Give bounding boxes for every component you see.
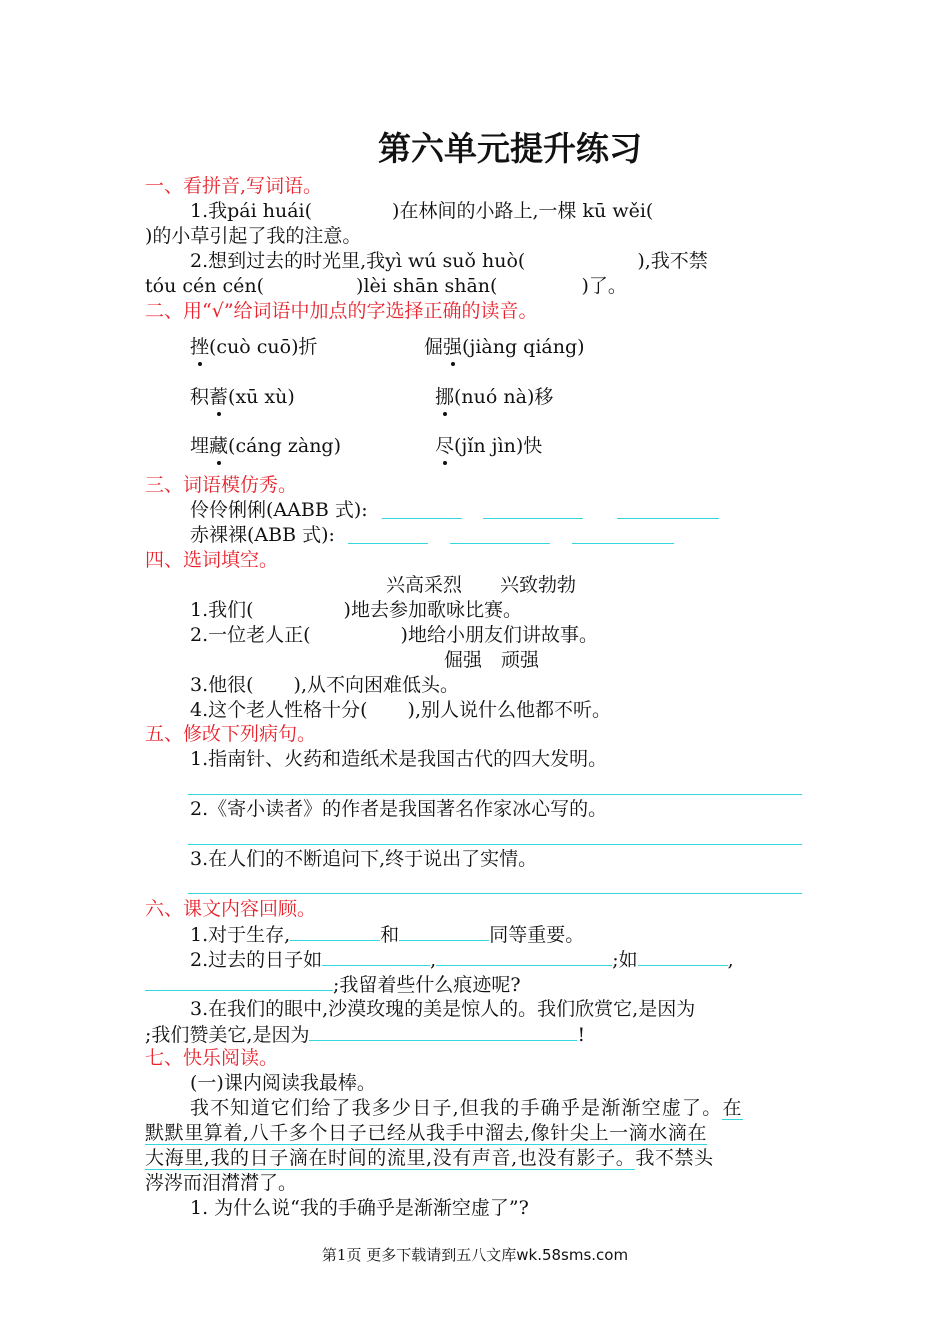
answer-line [348, 543, 428, 544]
section-5-heading: 五、修改下列病句。 [145, 723, 317, 745]
s1-line-2: )的小草引起了我的注意。 [145, 225, 362, 247]
pinyin-item: 积蓄(xū xù) [190, 386, 295, 408]
answer-line [572, 543, 674, 544]
s4-q4: 4.这个老人性格十分( ),别人说什么他都不听。 [190, 699, 611, 721]
section-1-heading: 一、看拼音,写词语。 [145, 175, 323, 197]
answer-line [188, 893, 802, 894]
s1-line-3: 2.想到过去的时光里,我yì wú suǒ huò( ),我不禁 [190, 250, 708, 272]
answer-line [450, 543, 550, 544]
word-choices-2: 倔强 顽强 [444, 649, 540, 671]
answer-line [188, 794, 802, 795]
passage-line-4: 涔涔而泪潸潸了。 [145, 1172, 298, 1194]
answer-line [382, 518, 462, 519]
s7-subheading: (一)课内阅读我最棒。 [190, 1072, 376, 1094]
passage-line-1: 我不知道它们给了我多少日子,但我的手确乎是渐渐空虚了。在 [190, 1097, 743, 1119]
s6-q3-cont: ;我们赞美它,是因为 ! [145, 1024, 586, 1046]
s6-q2: 2.过去的日子如 , ;如 , [190, 949, 734, 971]
answer-line [188, 844, 802, 845]
s6-q1: 1.对于生存, 和 同等重要。 [190, 924, 585, 946]
section-3-heading: 三、词语模仿秀。 [145, 474, 298, 496]
page-title: 第六单元提升练习 [378, 129, 642, 168]
passage-line-2: 默默里算着,八千多个日子已经从我手中溜去,像针尖上一滴水滴在 [145, 1122, 708, 1144]
s4-q1: 1.我们( )地去参加歌咏比赛。 [190, 599, 522, 621]
section-7-heading: 七、快乐阅读。 [145, 1047, 279, 1069]
s4-q3: 3.他很( ),从不向困难低头。 [190, 674, 459, 696]
s3-line-1: 伶伶俐俐(AABB 式): [190, 499, 368, 521]
section-2-heading: 二、用“√”给词语中加点的字选择正确的读音。 [145, 300, 538, 322]
s6-q3: 3.在我们的眼中,沙漠玫瑰的美是惊人的。我们欣赏它,是因为 [190, 998, 696, 1020]
section-4-heading: 四、选词填空。 [145, 549, 279, 571]
footer-link[interactable]: wk.58sms.com [516, 1246, 629, 1264]
page-footer: 第1页 更多下载请到五八文库wk.58sms.com [321, 1246, 629, 1264]
answer-line [617, 518, 719, 519]
pinyin-item: 挪(nuó nà)移 [435, 386, 554, 408]
s7-q1: 1. 为什么说“我的手确乎是渐渐空虚了”? [190, 1197, 529, 1219]
s1-line-1: 1.我pái huái( )在林间的小路上,一棵 kū wěi( [190, 200, 654, 222]
pinyin-item: 尽(jǐn jìn)快 [435, 435, 543, 457]
word-choices-1: 兴高采烈 兴致勃勃 [386, 574, 577, 596]
s5-q1: 1.指南针、火药和造纸术是我国古代的四大发明。 [190, 748, 608, 770]
section-6-heading: 六、课文内容回顾。 [145, 898, 317, 920]
pinyin-item: 埋藏(cáng zàng) [190, 435, 342, 457]
s1-line-4: tóu cén cén( )lèi shān shān( )了。 [145, 275, 627, 297]
s5-q3: 3.在人们的不断追问下,终于说出了实情。 [190, 848, 538, 870]
s5-q2: 2.《寄小读者》的作者是我国著名作家冰心写的。 [190, 798, 608, 820]
pinyin-item: 倔强(jiàng qiáng) [424, 336, 585, 358]
s6-q2-cont: ;我留着些什么痕迹呢? [145, 972, 521, 997]
s3-line-2: 赤裸裸(ABB 式): [190, 524, 335, 546]
s4-q2: 2.一位老人正( )地给小朋友们讲故事。 [190, 624, 598, 646]
answer-line [483, 518, 583, 519]
passage-line-3: 大海里,我的日子滴在时间的流里,没有声音,也没有影子。我不禁头 [145, 1147, 714, 1169]
pinyin-item: 挫(cuò cuō)折 [190, 336, 318, 358]
